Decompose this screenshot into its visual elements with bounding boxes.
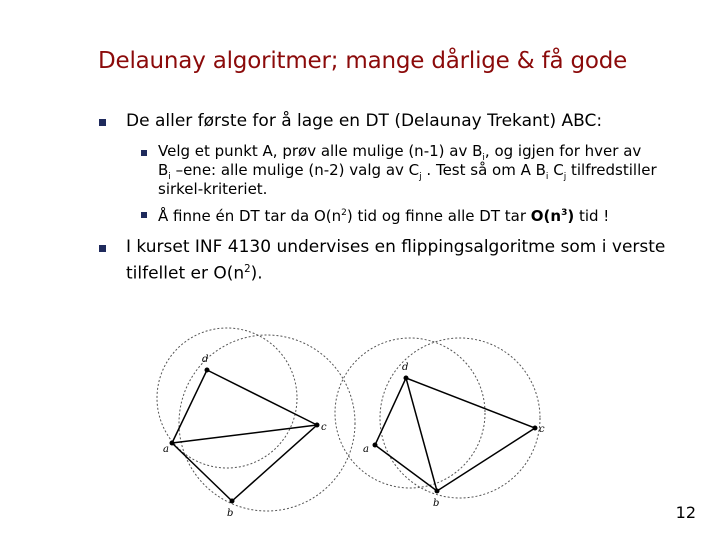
bullet-marker <box>99 119 106 126</box>
sub-bullet-1-line-3: sirkel-kriteriet. <box>158 180 268 198</box>
page-number: 12 <box>675 503 696 522</box>
label-b: b <box>433 498 440 509</box>
circumcircle-dotted <box>335 338 485 488</box>
bullet-2-line-1: I kurset INF 4130 undervises en flippingsalgoritme som i verste <box>126 237 666 257</box>
bullet-2-line-2: tilfellet er $O(n^2)$. <box>126 263 263 284</box>
label-a: a <box>363 444 369 455</box>
quadrilateral-outline <box>172 370 317 501</box>
vertex-a <box>170 441 175 446</box>
circumcircle-dotted <box>157 328 297 468</box>
bullet-1-text: De aller første for å lage en DT (Delaunay Trekant) ABC: <box>126 111 603 131</box>
delaunay-flip-diagram <box>155 318 575 528</box>
quadrilateral-outline <box>375 378 535 491</box>
vertex-d <box>205 368 210 373</box>
left-diagram-non-delaunay <box>157 328 355 511</box>
diagonal-edge <box>406 378 437 491</box>
sub-bullet-1-line-1: Velg et punkt A, prøv alle mulige (n-1) av $B_i$, og igjen for hver av <box>158 142 642 163</box>
right-diagram-delaunay <box>335 338 540 498</box>
sub-bullet-1-line-2: $B_i$ –ene: alle mulige (n-2) valg av $C_j$ . Test så om A $B_i$ $C_j$ tilfredstiller <box>158 161 657 182</box>
label-c: c <box>539 424 545 435</box>
label-d: d <box>402 362 409 373</box>
vertex-b <box>435 489 440 494</box>
vertex-d <box>404 376 409 381</box>
vertex-b <box>230 499 235 504</box>
bullet-marker <box>99 245 106 252</box>
vertex-c <box>533 426 538 431</box>
label-c: c <box>321 422 327 433</box>
sub-bullet-marker <box>141 150 147 156</box>
vertex-c <box>315 423 320 428</box>
label-d: d <box>202 354 209 365</box>
label-b: b <box>227 508 234 519</box>
vertex-a <box>373 443 378 448</box>
diagonal-edge <box>172 425 317 443</box>
slide-title: Delaunay algoritmer; mange dårlige & få gode <box>98 48 628 74</box>
sub-bullet-2-text: Å finne én DT tar da $O(n^2)$ tid og finne alle DT tar $O(n^3)$ tid ! <box>158 207 610 225</box>
label-a: a <box>163 444 169 455</box>
sub-bullet-marker <box>141 212 147 218</box>
